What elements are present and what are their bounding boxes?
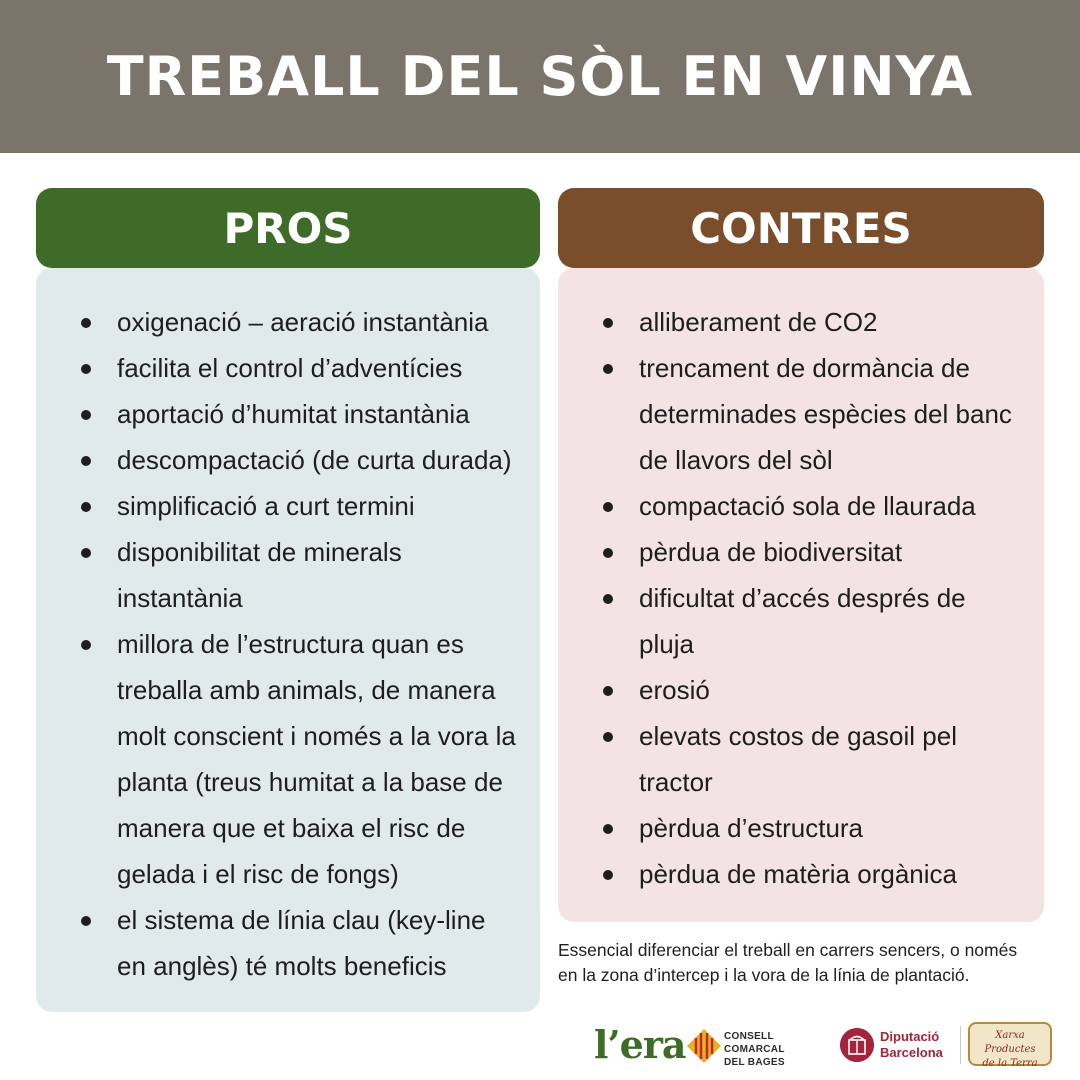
diputacio-seal-icon bbox=[840, 1028, 874, 1062]
list-item: dificultat d’accés després de pluja bbox=[599, 575, 1019, 667]
footnote: Essencial diferenciar el treball en carrers sencers, o només en la zona d’intercep i la vora de la línia de plantació. bbox=[558, 940, 1018, 985]
dipu-line1: Diputació bbox=[880, 1029, 940, 1044]
list-item: facilita el control d’adventícies bbox=[77, 345, 517, 391]
list-item: aportació d’humitat instantània bbox=[77, 391, 517, 437]
list-item: trencament de dormància de determinades espècies del banc de llavors del sòl bbox=[599, 345, 1019, 483]
diputacio-logo bbox=[840, 1026, 960, 1066]
dipu-line2: Barcelona bbox=[880, 1045, 943, 1060]
logo-divider bbox=[960, 1026, 961, 1064]
list-item: oxigenació – aeració instantània bbox=[77, 299, 517, 345]
consell-comarcal-logo bbox=[686, 1026, 832, 1066]
xarxa-line2: de la Terra bbox=[982, 1058, 1038, 1069]
xarxa-productes-logo bbox=[968, 1022, 1052, 1069]
page-title: TREBALL DEL SÒL EN VINYA bbox=[106, 45, 974, 108]
list-item: elevats costos de gasoil pel tractor bbox=[599, 713, 1019, 805]
list-item: simplificació a curt termini bbox=[77, 483, 517, 529]
list-item: erosió bbox=[599, 667, 1019, 713]
list-item: el sistema de línia clau (key-line en anglès) té molts beneficis bbox=[77, 897, 517, 989]
header-banner bbox=[0, 0, 1080, 153]
list-item: pèrdua de biodiversitat bbox=[599, 529, 1019, 575]
pros-heading: PROS bbox=[36, 188, 540, 268]
bages-shield-icon bbox=[686, 1028, 722, 1064]
contres-card bbox=[558, 268, 1044, 922]
list-item: disponibilitat de minerals instantània bbox=[77, 529, 517, 621]
contres-list bbox=[599, 299, 1019, 897]
list-item: pèrdua d’estructura bbox=[599, 805, 1019, 851]
list-item: alliberament de CO2 bbox=[599, 299, 1019, 345]
ccb-line1: CONSELL COMARCAL bbox=[724, 1031, 785, 1055]
pros-card bbox=[36, 268, 540, 1012]
list-item: compactació sola de llaurada bbox=[599, 483, 1019, 529]
ccb-line2: DEL BAGES bbox=[724, 1057, 785, 1068]
era-logo: l’era bbox=[594, 1022, 686, 1067]
list-item: pèrdua de matèria orgànica bbox=[599, 851, 1019, 897]
pros-list bbox=[77, 299, 517, 989]
list-item: descompactació (de curta durada) bbox=[77, 437, 517, 483]
sponsor-logos bbox=[590, 1020, 1060, 1070]
xarxa-line1: Xarxa Productes bbox=[984, 1030, 1036, 1055]
contres-heading: CONTRES bbox=[558, 188, 1044, 268]
list-item: millora de l’estructura quan es treballa amb animals, de manera molt conscient i només a la vora la planta (treus humitat a la base de manera que et baixa el risc de gelada i el risc de fongs) bbox=[77, 621, 517, 897]
